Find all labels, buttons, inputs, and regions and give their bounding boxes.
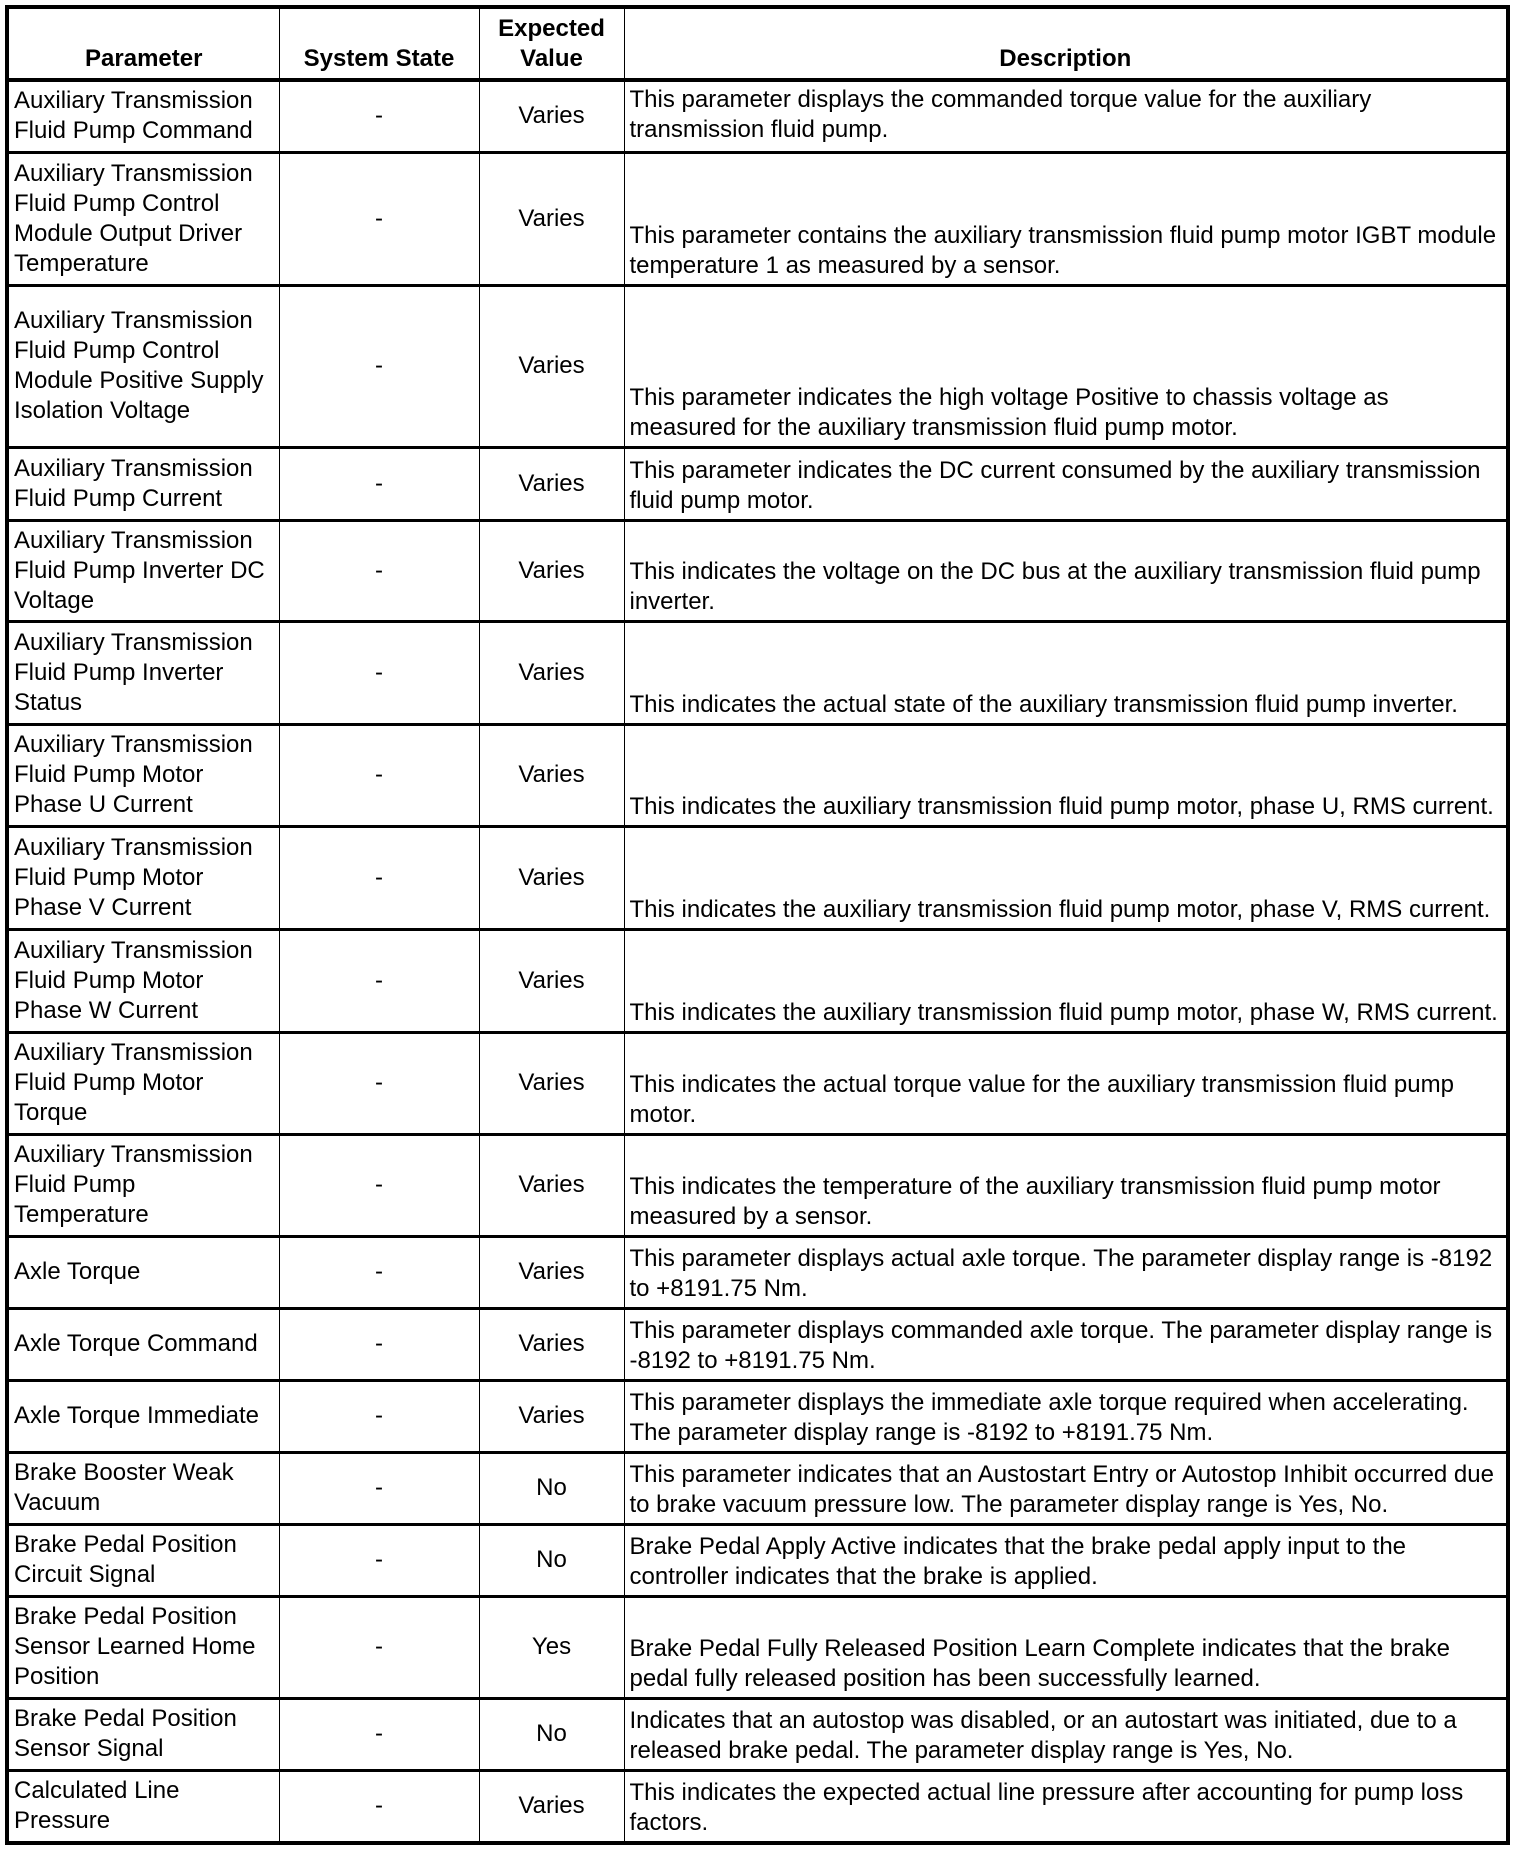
table-row [7,1698,1508,1770]
cell-system-state: - [279,152,479,285]
cell-system-state: - [279,1698,479,1770]
table-row [7,1524,1508,1596]
cell-system-state: - [279,1596,479,1698]
cell-description: This indicates the actual torque value for the auxiliary transmission fluid pump motor. [624,1032,1508,1134]
cell-expected-value: Varies [479,1032,624,1134]
cell-description: This parameter contains the auxiliary transmission fluid pump motor IGBT module temperature 1 as measured by a sensor. [624,152,1508,285]
cell-expected-value: Varies [479,80,624,152]
cell-expected-value: Varies [479,1770,624,1843]
cell-expected-value: Varies [479,447,624,520]
cell-system-state: - [279,285,479,447]
cell-expected-value: No [479,1452,624,1524]
cell-description: This indicates the auxiliary transmission fluid pump motor, phase U, RMS current. [624,724,1508,826]
table-row [7,1308,1508,1380]
cell-expected-value: Varies [479,621,624,724]
cell-system-state: - [279,1308,479,1380]
cell-system-state: - [279,447,479,520]
header-system-state: System State [279,7,479,80]
cell-description: Brake Pedal Apply Active indicates that the brake pedal apply input to the controller indicates that the brake is applied. [624,1524,1508,1596]
table-row [7,621,1508,724]
table-row [7,152,1508,285]
cell-expected-value: Varies [479,152,624,285]
table-row [7,1452,1508,1524]
cell-parameter: Auxiliary Transmission Fluid Pump Temperature [7,1134,279,1236]
cell-expected-value: Varies [479,929,624,1032]
cell-expected-value: Varies [479,285,624,447]
cell-system-state: - [279,621,479,724]
cell-parameter: Brake Pedal Position Sensor Signal [7,1698,279,1770]
cell-expected-value: No [479,1698,624,1770]
cell-description: This parameter indicates that an Austostart Entry or Autostop Inhibit occurred due to brake vacuum pressure low. The parameter display range is Yes, No. [624,1452,1508,1524]
cell-parameter: Axle Torque Immediate [7,1380,279,1452]
cell-description: Indicates that an autostop was disabled, or an autostart was initiated, due to a released brake pedal. The parameter display range is Yes, No. [624,1698,1508,1770]
cell-parameter: Auxiliary Transmission Fluid Pump Motor Torque [7,1032,279,1134]
header-expected-value: Expected Value [479,7,624,80]
cell-description: This parameter displays commanded axle torque. The parameter display range is -8192 to +8191.75 Nm. [624,1308,1508,1380]
cell-description: This parameter displays the immediate axle torque required when accelerating. The parameter display range is -8192 to +8191.75 Nm. [624,1380,1508,1452]
cell-description: This indicates the voltage on the DC bus at the auxiliary transmission fluid pump inverter. [624,520,1508,621]
cell-parameter: Auxiliary Transmission Fluid Pump Control Module Output Driver Temperature [7,152,279,285]
cell-system-state: - [279,1134,479,1236]
table-row [7,929,1508,1032]
cell-system-state: - [279,1524,479,1596]
cell-description: This parameter indicates the DC current consumed by the auxiliary transmission fluid pump motor. [624,447,1508,520]
cell-expected-value: Varies [479,1134,624,1236]
table-row [7,1236,1508,1308]
cell-description: This indicates the expected actual line pressure after accounting for pump loss factors. [624,1770,1508,1843]
cell-system-state: - [279,1452,479,1524]
header-description: Description [624,7,1508,80]
cell-parameter: Auxiliary Transmission Fluid Pump Command [7,80,279,152]
cell-expected-value: Varies [479,724,624,826]
cell-system-state: - [279,929,479,1032]
cell-system-state: - [279,520,479,621]
cell-description: This parameter displays the commanded torque value for the auxiliary transmission fluid pump. [624,80,1508,152]
cell-system-state: - [279,1236,479,1308]
table-row [7,1032,1508,1134]
cell-parameter: Calculated Line Pressure [7,1770,279,1843]
table-row [7,285,1508,447]
cell-parameter: Brake Pedal Position Sensor Learned Home Position [7,1596,279,1698]
cell-parameter: Auxiliary Transmission Fluid Pump Motor Phase V Current [7,826,279,929]
cell-description: This parameter displays actual axle torque. The parameter display range is -8192 to +8191.75 Nm. [624,1236,1508,1308]
cell-parameter: Auxiliary Transmission Fluid Pump Motor Phase W Current [7,929,279,1032]
cell-description: This indicates the auxiliary transmission fluid pump motor, phase V, RMS current. [624,826,1508,929]
cell-description: This indicates the auxiliary transmission fluid pump motor, phase W, RMS current. [624,929,1508,1032]
cell-description: This indicates the temperature of the auxiliary transmission fluid pump motor measured by a sensor. [624,1134,1508,1236]
cell-expected-value: Varies [479,1380,624,1452]
cell-expected-value: Yes [479,1596,624,1698]
header-parameter: Parameter [7,7,279,80]
cell-parameter: Axle Torque Command [7,1308,279,1380]
header-row [7,7,1508,80]
cell-system-state: - [279,1032,479,1134]
table-row [7,1596,1508,1698]
cell-parameter: Axle Torque [7,1236,279,1308]
cell-parameter: Auxiliary Transmission Fluid Pump Control Module Positive Supply Isolation Voltage [7,285,279,447]
cell-description: Brake Pedal Fully Released Position Learn Complete indicates that the brake pedal fully released position has been successfully learned. [624,1596,1508,1698]
table-row [7,1380,1508,1452]
cell-description: This indicates the actual state of the auxiliary transmission fluid pump inverter. [624,621,1508,724]
cell-system-state: - [279,826,479,929]
cell-system-state: - [279,1380,479,1452]
table-row [7,724,1508,826]
table-row [7,1134,1508,1236]
cell-description: This parameter indicates the high voltage Positive to chassis voltage as measured for the auxiliary transmission fluid pump motor. [624,285,1508,447]
cell-expected-value: No [479,1524,624,1596]
cell-system-state: - [279,1770,479,1843]
cell-system-state: - [279,80,479,152]
table-row [7,826,1508,929]
cell-parameter: Brake Pedal Position Circuit Signal [7,1524,279,1596]
table-row [7,447,1508,520]
cell-parameter: Auxiliary Transmission Fluid Pump Motor Phase U Current [7,724,279,826]
table-row [7,1770,1508,1843]
cell-system-state: - [279,724,479,826]
cell-expected-value: Varies [479,1308,624,1380]
cell-parameter: Auxiliary Transmission Fluid Pump Inverter Status [7,621,279,724]
cell-expected-value: Varies [479,826,624,929]
cell-expected-value: Varies [479,520,624,621]
table-row [7,520,1508,621]
cell-expected-value: Varies [479,1236,624,1308]
cell-parameter: Auxiliary Transmission Fluid Pump Inverter DC Voltage [7,520,279,621]
cell-parameter: Brake Booster Weak Vacuum [7,1452,279,1524]
parameter-table [5,5,1510,1845]
table-row [7,80,1508,152]
cell-parameter: Auxiliary Transmission Fluid Pump Current [7,447,279,520]
